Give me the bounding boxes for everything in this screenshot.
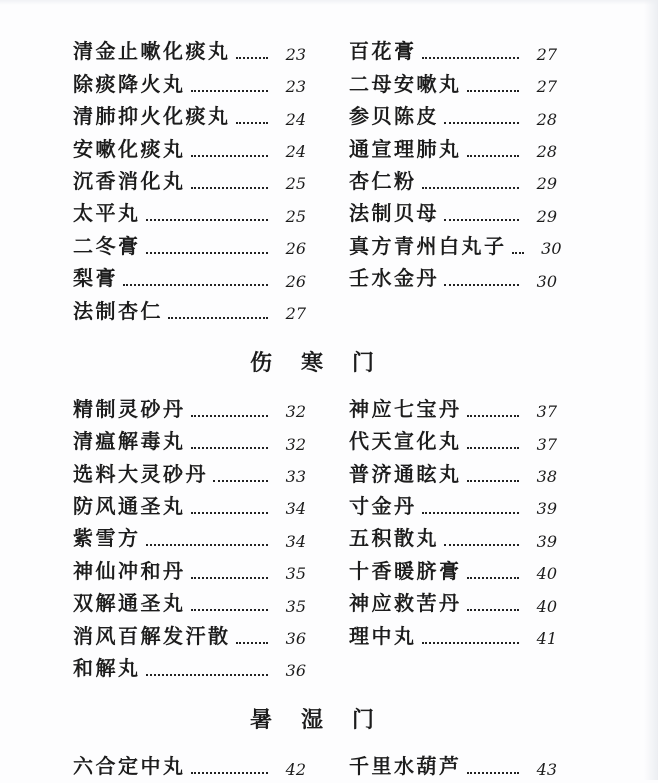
dot-leader [236,57,269,59]
entry-page-number: 24 [285,141,306,161]
dot-leader [444,122,519,124]
dot-leader [467,577,520,579]
entry-title: 清肺抑火化痰丸 [73,106,231,129]
toc-entry [349,458,557,490]
dot-leader [422,187,520,189]
dot-leader [191,609,269,611]
toc-column-left [73,36,306,328]
entry-page-number: 29 [536,206,557,226]
entry-title: 十香暖脐膏 [349,560,462,583]
toc-entry [73,491,306,523]
toc-section [73,705,658,783]
dot-leader [444,219,519,221]
toc-sections [73,36,658,783]
toc-entry [73,198,306,230]
entry-title: 清瘟解毒丸 [73,431,186,454]
dot-leader [444,544,519,546]
entry-page-number: 40 [536,564,557,584]
dot-leader [146,544,269,546]
toc-entry [349,394,557,426]
dot-leader [467,480,520,482]
entry-title: 二冬膏 [73,235,141,258]
entry-title: 代天宣化丸 [349,431,462,454]
dot-leader [444,284,519,286]
toc-entry [73,523,306,555]
toc-entry [349,68,557,100]
toc-column-left [73,751,306,783]
toc-entry [73,458,306,490]
toc-entry [349,523,557,555]
entry-page-number: 27 [285,303,306,323]
entry-title: 紫雪方 [73,528,141,551]
entry-page-number: 42 [285,759,306,779]
entry-page-number: 32 [285,434,306,454]
entry-page-number: 34 [285,499,306,519]
dot-leader [146,219,269,221]
entry-title: 普济通眩丸 [349,463,462,486]
toc-entry [73,101,306,133]
entry-page-number: 35 [285,564,306,584]
dot-leader [191,512,269,514]
dot-leader [422,57,520,59]
dot-leader [236,642,269,644]
entry-title: 太平丸 [73,203,141,226]
entry-title: 梨膏 [73,268,118,291]
toc-entry [349,491,557,523]
toc-section [73,348,658,686]
toc-entry [73,426,306,458]
toc-section [73,36,658,328]
entry-title: 理中丸 [349,625,417,648]
entry-title: 除痰降火丸 [73,73,186,96]
entry-title: 神应七宝丹 [349,398,462,421]
toc-entry [349,166,557,198]
toc-entry [349,751,557,783]
entry-title: 二母安嗽丸 [349,73,462,96]
toc-entry [349,426,557,458]
dot-leader [191,415,269,417]
dot-leader [467,415,520,417]
section-title: 伤 寒 门 [249,349,380,375]
dot-leader [191,447,269,449]
entry-title: 法制贝母 [349,203,439,226]
entry-page-number: 27 [536,77,557,97]
toc-columns [73,36,658,328]
entry-title: 清金止嗽化痰丸 [73,41,231,64]
toc-entry [349,133,557,165]
entry-page-number: 28 [536,109,557,129]
dot-leader [146,252,269,254]
entry-title: 沉香消化丸 [73,170,186,193]
entry-title: 参贝陈皮 [349,106,439,129]
dot-leader [467,772,520,774]
dot-leader [191,187,269,189]
toc-entry [349,555,557,587]
dot-leader [467,90,520,92]
dot-leader [467,155,520,157]
entry-title: 杏仁粉 [349,170,417,193]
toc-entry [73,555,306,587]
toc-entry [73,133,306,165]
entry-title: 消风百解发汗散 [73,625,231,648]
entry-page-number: 36 [285,629,306,649]
entry-page-number: 23 [285,77,306,97]
toc-entry [73,36,306,68]
dot-leader [236,122,269,124]
entry-title: 真方青州白丸子 [349,235,507,258]
toc-column-right [349,36,562,328]
toc-column-left [73,394,306,686]
toc-columns [73,751,658,783]
entry-page-number: 38 [536,467,557,487]
toc-entry [73,394,306,426]
toc-entry [73,620,306,652]
entry-page-number: 23 [285,44,306,64]
entry-page-number: 30 [536,271,557,291]
entry-title: 五积散丸 [349,528,439,551]
entry-title: 防风通圣丸 [73,496,186,519]
entry-page-number: 33 [285,467,306,487]
dot-leader [191,155,269,157]
entry-page-number: 40 [536,596,557,616]
entry-page-number: 36 [285,661,306,681]
entry-page-number: 41 [536,629,557,649]
entry-page-number: 43 [536,759,557,779]
toc-entry [349,263,557,295]
entry-page-number: 27 [536,44,557,64]
entry-page-number: 39 [536,531,557,551]
entry-page-number: 26 [285,239,306,259]
toc-entry [73,166,306,198]
entry-page-number: 32 [285,402,306,422]
dot-leader [422,512,520,514]
dot-leader [146,674,269,676]
entry-title: 精制灵砂丹 [73,398,186,421]
entry-page-number: 37 [536,402,557,422]
entry-title: 和解丸 [73,658,141,681]
entry-title: 安嗽化痰丸 [73,138,186,161]
entry-page-number: 34 [285,531,306,551]
entry-title: 百花膏 [349,41,417,64]
entry-title: 神仙冲和丹 [73,560,186,583]
entry-page-number: 25 [285,174,306,194]
dot-leader [191,577,269,579]
dot-leader [422,642,520,644]
entry-page-number: 29 [536,174,557,194]
toc-entry [349,101,557,133]
toc-entry [73,588,306,620]
toc-entry [73,653,306,685]
entry-page-number: 26 [285,271,306,291]
entry-page-number: 28 [536,141,557,161]
dot-leader [213,480,268,482]
entry-title: 神应救苦丹 [349,593,462,616]
toc-entry [73,295,306,327]
dot-leader [512,252,524,254]
dot-leader [123,284,268,286]
toc-entry [73,230,306,262]
entry-page-number: 25 [285,206,306,226]
toc-entry [349,198,557,230]
entry-title: 选料大灵砂丹 [73,463,208,486]
entry-title: 寸金丹 [349,496,417,519]
toc-entry [349,588,557,620]
dot-leader [191,90,269,92]
dot-leader [467,447,520,449]
toc-columns [73,394,658,686]
entry-page-number: 39 [536,499,557,519]
entry-title: 法制杏仁 [73,300,163,323]
entry-title: 双解通圣丸 [73,593,186,616]
entry-page-number: 30 [541,239,562,259]
toc-column-right [349,751,557,783]
entry-title: 六合定中丸 [73,756,186,779]
toc-entry [73,263,306,295]
toc-entry [73,68,306,100]
dot-leader [191,772,269,774]
entry-page-number: 37 [536,434,557,454]
toc-column-right [349,394,557,686]
entry-title: 通宣理肺丸 [349,138,462,161]
section-title: 暑 湿 门 [249,707,380,733]
entry-title: 千里水葫芦 [349,756,462,779]
toc-entry [349,36,557,68]
dot-leader [467,609,520,611]
toc-entry [349,230,562,262]
entry-page-number: 24 [285,109,306,129]
entry-page-number: 35 [285,596,306,616]
entry-title: 壬水金丹 [349,268,439,291]
dot-leader [168,317,268,319]
toc-entry [349,620,557,652]
toc-entry [73,751,306,783]
